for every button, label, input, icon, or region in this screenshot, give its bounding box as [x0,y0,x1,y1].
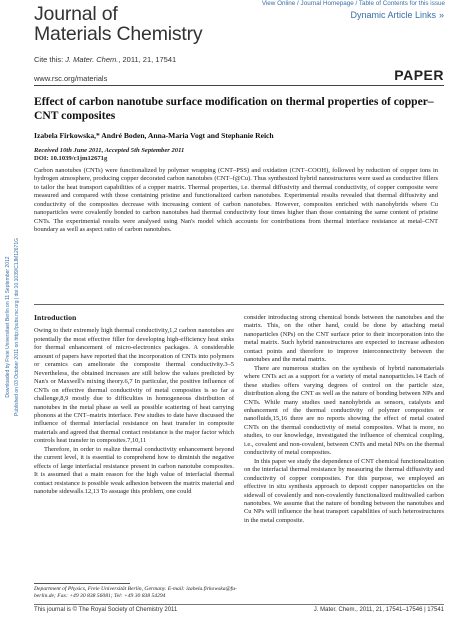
dynamic-links-label[interactable]: Dynamic Article Links [350,10,436,20]
right-paragraph-3: In this paper we study the dependence of CNT chemical functionalization on the interfacial thermal resistance by measuring the thermal diffusivity and conductivity of copper composites. For this purpose, we employed an effective in situ synthesis approach to deposit copper nanoparticles on the sidewall of covalently and non-covalently functionalized multiwalled carbon nanotubes. We assume that the nature of bonding between the nanotubes and Cu NPs will influence the heat transport capabilities of such heterostructures in the metal composite. [244,457,444,524]
article-authors: Izabela Firkowska,* André Boden, Anna-Maria Vogt and Stephanie Reich [34,131,274,140]
right-paragraph-2: There are numerous studies on the synthesis of hybrid nanomaterials where CNTs act as a support for a variety of metal nanoparticles.14 Each of these studies offers varying degrees of control on the particle size, distribution along the CNT as well as the nature of bonding between NPs and CNTs. While many studies used nanohybrids as sensors, catalysts and enhancement of the thermal conductivity of polymer composites or nanofluids,15,16 there are no reports showing the effect of metal coated CNTs on the thermal conductivity of metal composites. What is more, no studies, to our knowledge, investigated the influence of chemical coupling, i.e., covalent and non-covalent, between CNTs and metal NPs on the thermal conductivity of metal composites. [244,364,444,457]
right-column [244,314,444,525]
journal-title [34,4,202,44]
footer-copyright: This journal is © The Royal Society of Chemistry 2011 [34,607,178,613]
introduction-heading: Introduction [34,313,77,322]
abstract-divider [34,304,444,305]
side-download-text: Downloaded by Freie Universitaet Berlin on 11 September 2012 [5,256,11,398]
footer-divider [34,604,444,605]
cite-rest: , 2011, 21, 17541 [118,55,177,64]
article-doi[interactable]: DOI: 10.1039/c1jm12671g [34,155,108,162]
side-publish-text[interactable]: Published on 03 October 2011 on http://pubs.rsc.org | doi:10.1039/C1JM12671G [14,238,20,416]
article-title: Effect of carbon nanotube surface modification on thermal properties of copper–CNT composites [34,95,434,122]
paper-badge: PAPER [394,67,444,83]
left-column [34,314,234,497]
journal-url[interactable]: www.rsc.org/materials [34,74,108,83]
abstract: Carbon nanotubes (CNTs) were functionalized by polymer wrapping (CNT–PSS) and oxidation (CNT–COOH), followed by reduction of copper ions in hydrogen atmosphere, producing copper decorated carbon nanotubes (CNT–f@Cu). Thus synthesized hybrid nanostructures were used as conductive fillers to tailor the heat transport capabilities of a copper matrix. Thermal properties, i.e. thermal diffusivity and thermal conductivity, of copper composite were measured and compared with those containing pristine and functionalized carbon nanotubes. Experimental results revealed that thermal diffusivity and conductivity of the composites decrease with increasing content of carbon nanotubes. However, composites enriched with nanohybrids where Cu nanoparticles were covalently bonded to carbon nanotubes had thermal conductivity four times higher than those containing the same content of pristine CNTs. The experimental results were analysed using Nan's model which accounts for contributions from thermal interface resistance at metal–CNT boundary as well as aspect ratio of carbon nanotubes. [34,167,438,234]
side-publish-notice[interactable] [11,230,23,430]
dynamic-article-links[interactable] [350,10,444,20]
journal-title-line2: Materials Chemistry [34,23,203,45]
header-divider [34,85,444,86]
affiliation-divider [34,583,130,584]
footer-citation: J. Mater. Chem., 2011, 21, 17541–17546 | 17541 [313,607,444,613]
left-paragraph-1: Owing to their extremely high thermal conductivity,1,2 carbon nanotubes are potentially the most effective filler for developing high-efficiency heat sinks for thermal enhancement of micro-electronics packages. A considerable amount of papers have reported that the incorporation of CNTs into polymers or ceramics can ameliorate the composite thermal conductivity.3–5 Nevertheless, the obtained increases are still below the values predicted by Nan's or Maxwell's mixing theory.6,7 In particular, the positive influence of CNTs on effective thermal conductivity of metal composites is so far a challenge,8,9 mostly due to difficulties in homogeneous distribution of nanotubes in the metal phase as well as possible scattering of heat carrying phonons at the CNT–matrix interface. Few studies to date have discussed the influence of thermal interfacial resistance on heat transfer in composite materials and agreed that thermal contact resistance is the major factor which controls heat transfer in composites.7,10,11 [34,327,234,445]
right-paragraph-1: consider introducing strong chemical bonds between the nanotubes and the matrix. This, on the other hand, could be done by attaching metal nanoparticles (NPs) on the CNT surface prior to their incorporation into the metal matrix. Such hybrid nanostructures are expected to increase adhesion contact points and therefore to improve interconnectivity between the nanotubes and the metal matrix. [244,314,444,364]
cite-journal: J. Mater. Chem. [65,55,119,64]
article-dates: Received 10th June 2011, Accepted 5th September 2011 [34,147,185,154]
affiliation: Department of Physics, Freie Universität Berlin, Germany. E-mail: izabela.firkowska@fu-berlin.de; Fax: +49 30 838 56081; Tel: +49 30 838 54294 [34,586,237,599]
chevron-right-icon: » [438,10,444,20]
citation-line [34,55,176,64]
top-links[interactable]: View Online / Journal Homepage / Table of Contents for this issue [261,0,445,7]
cite-prefix: Cite this: [34,55,66,64]
left-paragraph-2: Therefore, in order to realize thermal conductivity enhancement beyond the current level, it is essential to comprehend how to diminish the negative effects of large interfacial resistance present in carbon nanotube composites. It is assumed that a main reason for the high value of interfacial thermal contact resistance is possible weak adhesion between the matrix material and nanotube sidewalls.12,13 To assuage this problem, one could [34,445,234,496]
journal-title-line1: Journal of [34,3,118,25]
